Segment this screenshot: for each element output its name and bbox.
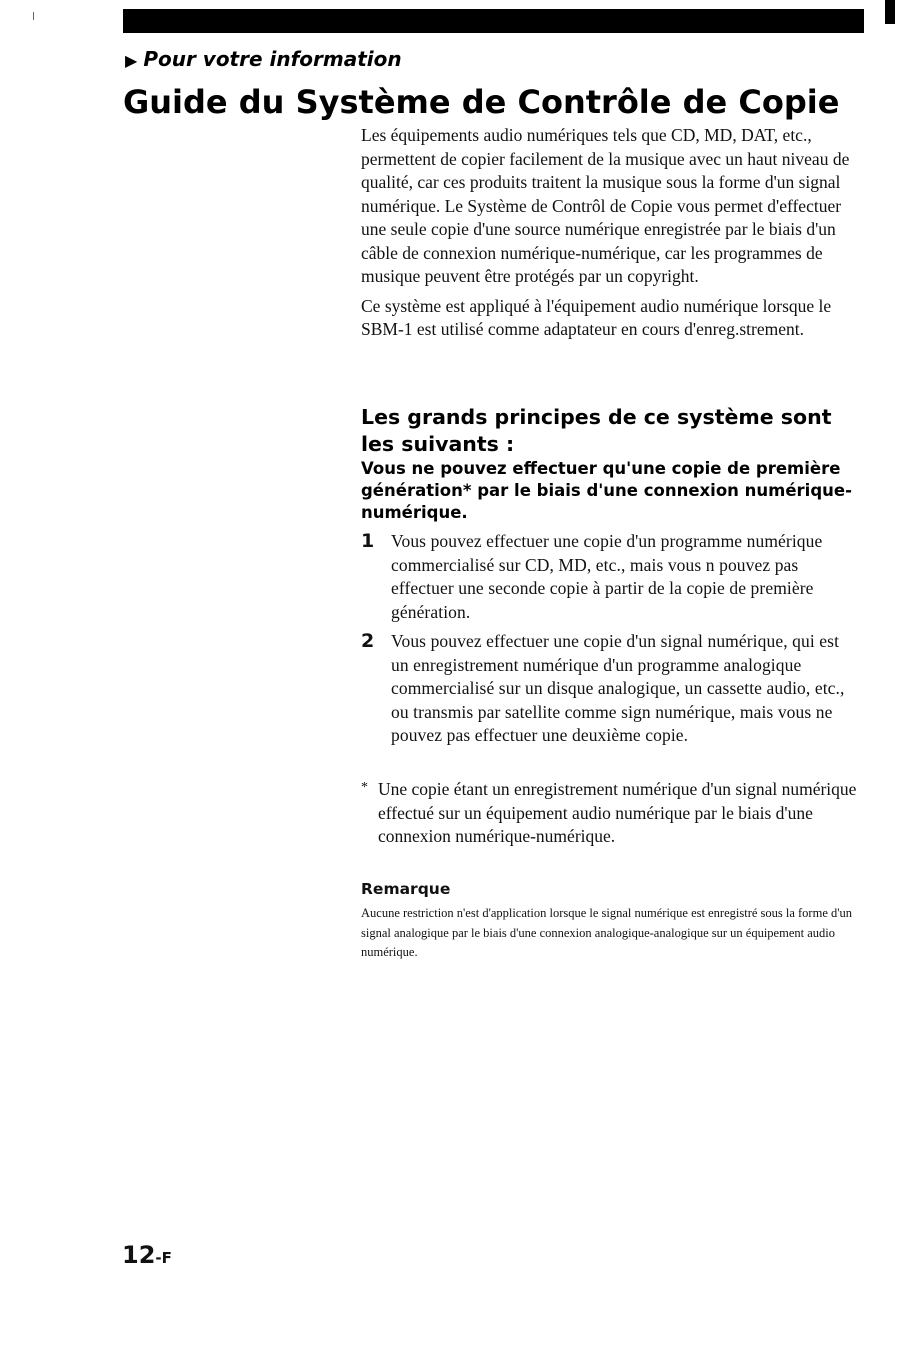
- section-label: [125, 46, 402, 74]
- triangle-right-icon: ▶: [125, 51, 138, 70]
- list-item-number: 2: [361, 630, 375, 652]
- page-number-suffix: -F: [155, 1249, 172, 1267]
- intro-paragraph-1: Les équipements audio numériques tels que CD, MD, DAT, etc., permettent de copier facilement de la musique avec un haut niveau de qualité, car ces produits traitent la musique sous la forme d'un signal numérique. Le Système de Contrôl de Copie vous permet d'effectuer une seule copie d'une source numérique enregistrée par le biais d'un câble de connexion numérique-numérique, car les programmes de musique peuvent être protégés par un copyright.: [361, 125, 850, 286]
- list-item: [361, 630, 861, 748]
- note-title: Remarque: [361, 880, 451, 898]
- intro-section: [361, 124, 861, 342]
- list-item-number: 1: [361, 530, 375, 552]
- intro-paragraph-2: Ce système est appliqué à l'équipement audio numérique lorsque le SBM-1 est utilisé comme adaptateur en cours d'enreg.strement.: [361, 295, 832, 339]
- footnote-text: Une copie étant un enregistrement numérique d'un signal numérique effectué sur un équipement audio numérique par le biais d'une connexion numérique-numérique.: [378, 779, 857, 846]
- list-item-text: Vous pouvez effectuer une copie d'un programme numérique commercialisé sur CD, MD, etc., mais vous n pouvez pas effectuer une seconde copie à partir de la copie de première génération.: [391, 531, 823, 622]
- scan-mark: [33, 12, 34, 20]
- list-item-text: Vous pouvez effectuer une copie d'un signal numérique, qui est un enregistrement numérique d'un programme analogique commercialisé sur un disque analogique, un cassette audio, etc., ou transmis par satellite comme sign numérique, mais vous ne pouvez pas effectuer une deuxième copie.: [391, 631, 845, 745]
- thumb-index-tab: [885, 0, 895, 24]
- section-label-text: Pour votre information: [143, 47, 402, 71]
- footnote-marker: *: [361, 780, 368, 795]
- principles-list: [361, 530, 861, 754]
- principles-heading: Les grands principes de ce système sont les suivants :: [361, 405, 832, 456]
- page-number-value: 12: [122, 1241, 156, 1269]
- header-bar: [123, 9, 864, 33]
- footnote-text-wrapper: [361, 778, 861, 849]
- page-number: [122, 1240, 172, 1273]
- footnote: [361, 778, 861, 849]
- page-title: Guide du Système de Contrôle de Copie: [123, 83, 840, 121]
- list-item: [361, 530, 861, 624]
- principles-subheading: Vous ne pouvez effectuer qu'une copie de première génération* par le biais d'une connexion numérique-numérique.: [361, 459, 852, 522]
- note-body: Aucune restriction n'est d'application lorsque le signal numérique est enregistré sous la forme d'un signal analogique par le biais d'une connexion analogique-analogique sur un équipement audio numérique.: [361, 906, 852, 959]
